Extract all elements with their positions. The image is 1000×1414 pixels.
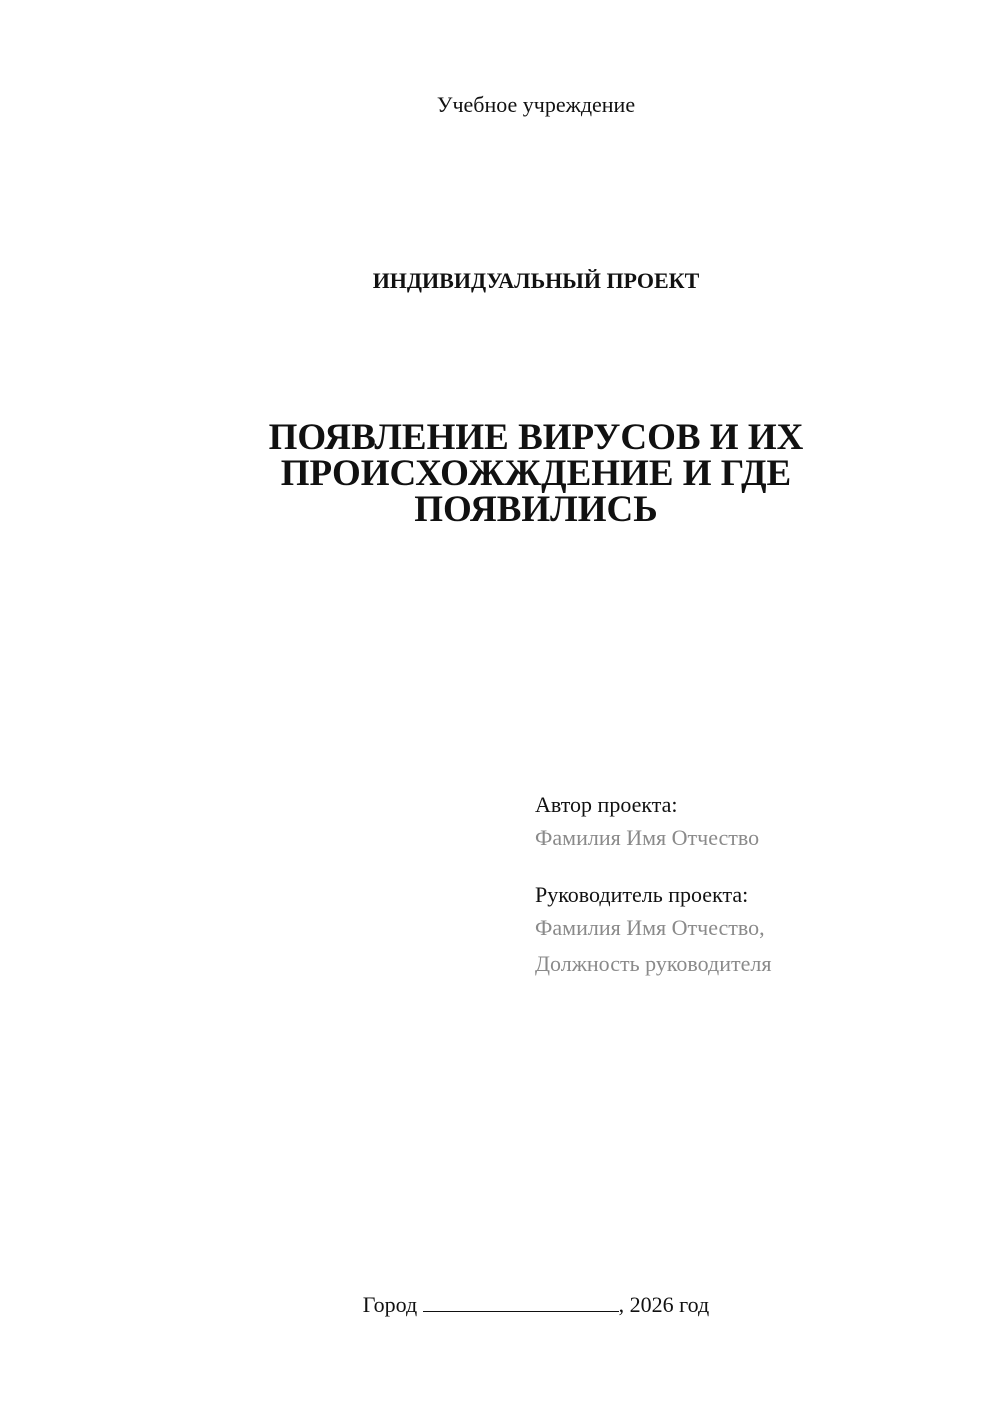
author-label: Автор проекта: bbox=[535, 792, 678, 817]
institution-name: Учебное учреждение bbox=[436, 92, 636, 117]
project-title bbox=[0, 417, 1000, 530]
project-title-line-2: ПРОИСХОЖЖДЕНИЕ И ГДЕ bbox=[280, 453, 792, 494]
supervisor-label: Руководитель проекта: bbox=[535, 882, 749, 907]
author-name: Фамилия Имя Отчество bbox=[535, 825, 760, 850]
year-text: , 2026 год bbox=[618, 1292, 710, 1317]
supervisor-name: Фамилия Имя Отчество, bbox=[535, 915, 765, 940]
project-title-line-1: ПОЯВЛЕНИЕ ВИРУСОВ И ИХ bbox=[268, 417, 804, 458]
project-title-line-3: ПОЯВИЛИСЬ bbox=[414, 489, 658, 530]
supervisor-block bbox=[535, 880, 975, 982]
city-blank-line bbox=[423, 1293, 619, 1312]
city-year-line bbox=[0, 1292, 1000, 1318]
supervisor-position: Должность руководителя bbox=[535, 951, 772, 976]
city-label: Город bbox=[362, 1292, 418, 1317]
project-type-heading: ИНДИВИДУАЛЬНЫЙ ПРОЕКТ bbox=[372, 268, 700, 293]
author-block bbox=[535, 790, 975, 856]
project-info bbox=[535, 790, 975, 1006]
